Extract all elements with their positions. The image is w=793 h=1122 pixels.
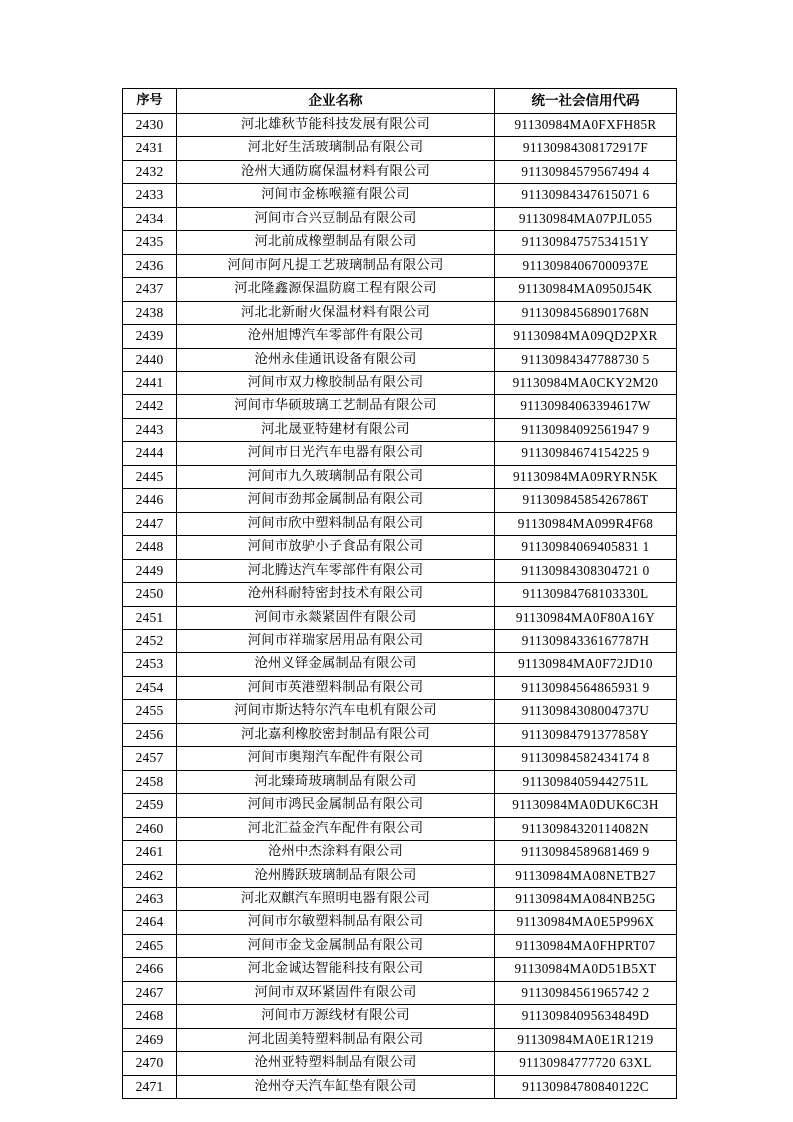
- cell-sequence: 2440: [123, 348, 177, 371]
- cell-sequence: 2470: [123, 1052, 177, 1075]
- cell-credit-code: 91130984589681469 9: [495, 841, 677, 864]
- table-row: [123, 301, 677, 324]
- cell-sequence: 2457: [123, 747, 177, 770]
- cell-company-name: 河间市日光汽车电器有限公司: [177, 442, 495, 465]
- cell-company-name: 河间市祥瑞家居用品有限公司: [177, 629, 495, 652]
- cell-company-name: 沧州中杰涂料有限公司: [177, 841, 495, 864]
- cell-credit-code: 91130984069405831 1: [495, 536, 677, 559]
- table-row: [123, 606, 677, 629]
- cell-company-name: 沧州亚特塑料制品有限公司: [177, 1052, 495, 1075]
- cell-sequence: 2460: [123, 817, 177, 840]
- enterprise-registry-table-container: [122, 88, 676, 1099]
- cell-sequence: 2447: [123, 512, 177, 535]
- cell-credit-code: 91130984347615071 6: [495, 184, 677, 207]
- cell-company-name: 河北金诚达智能科技有限公司: [177, 958, 495, 981]
- table-row: [123, 114, 677, 137]
- cell-credit-code: 91130984308004737U: [495, 700, 677, 723]
- table-row: [123, 489, 677, 512]
- table-row: [123, 934, 677, 957]
- cell-company-name: 河间市金栋喉箍有限公司: [177, 184, 495, 207]
- cell-company-name: 河间市双环紧固件有限公司: [177, 981, 495, 1004]
- cell-sequence: 2449: [123, 559, 177, 582]
- table-row: [123, 465, 677, 488]
- cell-sequence: 2467: [123, 981, 177, 1004]
- table-row: [123, 137, 677, 160]
- enterprise-registry-table: [122, 88, 677, 1099]
- cell-company-name: 河间市九久玻璃制品有限公司: [177, 465, 495, 488]
- cell-sequence: 2450: [123, 583, 177, 606]
- cell-company-name: 河北好生活玻璃制品有限公司: [177, 137, 495, 160]
- table-header-row: [123, 89, 677, 114]
- cell-credit-code: 91130984MA0FHPRT07: [495, 934, 677, 957]
- cell-sequence: 2430: [123, 114, 177, 137]
- cell-company-name: 河北隆鑫源保温防腐工程有限公司: [177, 278, 495, 301]
- table-row: [123, 1075, 677, 1098]
- cell-credit-code: 91130984MA0D51B5XT: [495, 958, 677, 981]
- cell-credit-code: 91130984777720 63XL: [495, 1052, 677, 1075]
- cell-company-name: 沧州腾跃玻璃制品有限公司: [177, 864, 495, 887]
- column-header-sequence: 序号: [123, 89, 177, 114]
- cell-company-name: 沧州大通防腐保温材料有限公司: [177, 160, 495, 183]
- cell-company-name: 河间市英港塑料制品有限公司: [177, 676, 495, 699]
- cell-sequence: 2439: [123, 325, 177, 348]
- cell-sequence: 2454: [123, 676, 177, 699]
- cell-sequence: 2432: [123, 160, 177, 183]
- cell-sequence: 2431: [123, 137, 177, 160]
- cell-sequence: 2465: [123, 934, 177, 957]
- cell-credit-code: 91130984585426786T: [495, 489, 677, 512]
- cell-credit-code: 91130984MA09RYRN5K: [495, 465, 677, 488]
- cell-credit-code: 91130984MA0CKY2M20: [495, 371, 677, 394]
- cell-company-name: 河间市万源线材有限公司: [177, 1005, 495, 1028]
- cell-sequence: 2471: [123, 1075, 177, 1098]
- cell-sequence: 2438: [123, 301, 177, 324]
- cell-credit-code: 91130984674154225 9: [495, 442, 677, 465]
- table-row: [123, 1028, 677, 1051]
- cell-company-name: 河间市放驴小子食品有限公司: [177, 536, 495, 559]
- cell-credit-code: 91130984564865931 9: [495, 676, 677, 699]
- table-row: [123, 864, 677, 887]
- table-row: [123, 1005, 677, 1028]
- table-body: [123, 114, 677, 1099]
- table-row: [123, 629, 677, 652]
- cell-credit-code: 91130984582434174 8: [495, 747, 677, 770]
- cell-credit-code: 91130984MA08NETB27: [495, 864, 677, 887]
- table-header: [123, 89, 677, 114]
- column-header-credit-code: 统一社会信用代码: [495, 89, 677, 114]
- cell-credit-code: 91130984092561947 9: [495, 418, 677, 441]
- table-row: [123, 371, 677, 394]
- cell-sequence: 2446: [123, 489, 177, 512]
- table-row: [123, 723, 677, 746]
- cell-credit-code: 91130984MA07PJL055: [495, 207, 677, 230]
- cell-credit-code: 91130984MA0F80A16Y: [495, 606, 677, 629]
- cell-sequence: 2433: [123, 184, 177, 207]
- cell-credit-code: 91130984MA099R4F68: [495, 512, 677, 535]
- cell-company-name: 沧州旭博汽车零部件有限公司: [177, 325, 495, 348]
- cell-sequence: 2459: [123, 794, 177, 817]
- cell-sequence: 2463: [123, 887, 177, 910]
- table-row: [123, 958, 677, 981]
- cell-credit-code: 91130984MA0FXFH85R: [495, 114, 677, 137]
- cell-credit-code: 91130984095634849D: [495, 1005, 677, 1028]
- cell-sequence: 2453: [123, 653, 177, 676]
- table-row: [123, 1052, 677, 1075]
- cell-sequence: 2461: [123, 841, 177, 864]
- table-row: [123, 911, 677, 934]
- cell-sequence: 2452: [123, 629, 177, 652]
- cell-credit-code: 91130984757534151Y: [495, 231, 677, 254]
- cell-credit-code: 91130984336167787H: [495, 629, 677, 652]
- cell-sequence: 2469: [123, 1028, 177, 1051]
- cell-company-name: 沧州夺天汽车缸垫有限公司: [177, 1075, 495, 1098]
- table-row: [123, 981, 677, 1004]
- cell-credit-code: 91130984347788730 5: [495, 348, 677, 371]
- cell-company-name: 河北臻琦玻璃制品有限公司: [177, 770, 495, 793]
- cell-sequence: 2437: [123, 278, 177, 301]
- cell-credit-code: 91130984MA0DUK6C3H: [495, 794, 677, 817]
- table-row: [123, 794, 677, 817]
- cell-company-name: 河间市阿凡提工艺玻璃制品有限公司: [177, 254, 495, 277]
- cell-sequence: 2455: [123, 700, 177, 723]
- cell-company-name: 河间市华硕玻璃工艺制品有限公司: [177, 395, 495, 418]
- cell-credit-code: 91130984059442751L: [495, 770, 677, 793]
- table-row: [123, 700, 677, 723]
- cell-credit-code: 91130984568901768N: [495, 301, 677, 324]
- cell-sequence: 2466: [123, 958, 177, 981]
- cell-sequence: 2434: [123, 207, 177, 230]
- table-row: [123, 512, 677, 535]
- cell-company-name: 河北固美特塑料制品有限公司: [177, 1028, 495, 1051]
- table-row: [123, 395, 677, 418]
- cell-company-name: 沧州义铎金属制品有限公司: [177, 653, 495, 676]
- cell-credit-code: 91130984579567494 4: [495, 160, 677, 183]
- table-row: [123, 184, 677, 207]
- cell-credit-code: 91130984MA09QD2PXR: [495, 325, 677, 348]
- cell-credit-code: 91130984768103330L: [495, 583, 677, 606]
- table-row: [123, 653, 677, 676]
- cell-credit-code: 91130984308304721 0: [495, 559, 677, 582]
- cell-company-name: 河北嘉利橡胶密封制品有限公司: [177, 723, 495, 746]
- table-row: [123, 278, 677, 301]
- cell-company-name: 河北前成橡塑制品有限公司: [177, 231, 495, 254]
- cell-sequence: 2444: [123, 442, 177, 465]
- cell-sequence: 2462: [123, 864, 177, 887]
- cell-company-name: 河间市劲邦金属制品有限公司: [177, 489, 495, 512]
- cell-credit-code: 91130984MA0950J54K: [495, 278, 677, 301]
- table-row: [123, 817, 677, 840]
- cell-company-name: 河间市双力橡胶制品有限公司: [177, 371, 495, 394]
- cell-company-name: 河北腾达汽车零部件有限公司: [177, 559, 495, 582]
- table-row: [123, 325, 677, 348]
- table-row: [123, 348, 677, 371]
- cell-company-name: 河北双麒汽车照明电器有限公司: [177, 887, 495, 910]
- cell-credit-code: 91130984320114082N: [495, 817, 677, 840]
- cell-company-name: 河间市欣中塑料制品有限公司: [177, 512, 495, 535]
- table-row: [123, 770, 677, 793]
- cell-sequence: 2468: [123, 1005, 177, 1028]
- table-row: [123, 747, 677, 770]
- cell-company-name: 沧州永佳通讯设备有限公司: [177, 348, 495, 371]
- cell-company-name: 河间市永燚紧固件有限公司: [177, 606, 495, 629]
- cell-credit-code: 91130984067000937E: [495, 254, 677, 277]
- cell-sequence: 2458: [123, 770, 177, 793]
- table-row: [123, 676, 677, 699]
- cell-company-name: 河北汇益金汽车配件有限公司: [177, 817, 495, 840]
- table-row: [123, 254, 677, 277]
- cell-company-name: 河间市奥翔汽车配件有限公司: [177, 747, 495, 770]
- cell-company-name: 沧州科耐特密封技术有限公司: [177, 583, 495, 606]
- cell-company-name: 河北雄秋节能科技发展有限公司: [177, 114, 495, 137]
- table-row: [123, 887, 677, 910]
- cell-sequence: 2442: [123, 395, 177, 418]
- cell-company-name: 河间市合兴豆制品有限公司: [177, 207, 495, 230]
- column-header-company-name: 企业名称: [177, 89, 495, 114]
- table-row: [123, 418, 677, 441]
- cell-credit-code: 91130984MA0E1R1219: [495, 1028, 677, 1051]
- cell-sequence: 2451: [123, 606, 177, 629]
- cell-credit-code: 91130984MA0F72JD10: [495, 653, 677, 676]
- cell-sequence: 2448: [123, 536, 177, 559]
- cell-company-name: 河间市尔敏塑料制品有限公司: [177, 911, 495, 934]
- cell-credit-code: 91130984791377858Y: [495, 723, 677, 746]
- table-row: [123, 559, 677, 582]
- cell-credit-code: 91130984MA0E5P996X: [495, 911, 677, 934]
- cell-credit-code: 91130984780840122C: [495, 1075, 677, 1098]
- table-row: [123, 207, 677, 230]
- cell-sequence: 2436: [123, 254, 177, 277]
- table-row: [123, 160, 677, 183]
- cell-sequence: 2445: [123, 465, 177, 488]
- cell-company-name: 河北晟亚特建材有限公司: [177, 418, 495, 441]
- table-row: [123, 536, 677, 559]
- cell-sequence: 2441: [123, 371, 177, 394]
- cell-credit-code: 91130984561965742 2: [495, 981, 677, 1004]
- table-row: [123, 841, 677, 864]
- cell-sequence: 2443: [123, 418, 177, 441]
- cell-company-name: 河间市斯达特尔汽车电机有限公司: [177, 700, 495, 723]
- cell-credit-code: 91130984MA084NB25G: [495, 887, 677, 910]
- table-row: [123, 442, 677, 465]
- cell-sequence: 2464: [123, 911, 177, 934]
- cell-company-name: 河北北新耐火保温材料有限公司: [177, 301, 495, 324]
- cell-company-name: 河间市金戈金属制品有限公司: [177, 934, 495, 957]
- table-row: [123, 583, 677, 606]
- table-row: [123, 231, 677, 254]
- cell-sequence: 2435: [123, 231, 177, 254]
- cell-sequence: 2456: [123, 723, 177, 746]
- cell-credit-code: 91130984308172917F: [495, 137, 677, 160]
- cell-company-name: 河间市鸿民金属制品有限公司: [177, 794, 495, 817]
- cell-credit-code: 91130984063394617W: [495, 395, 677, 418]
